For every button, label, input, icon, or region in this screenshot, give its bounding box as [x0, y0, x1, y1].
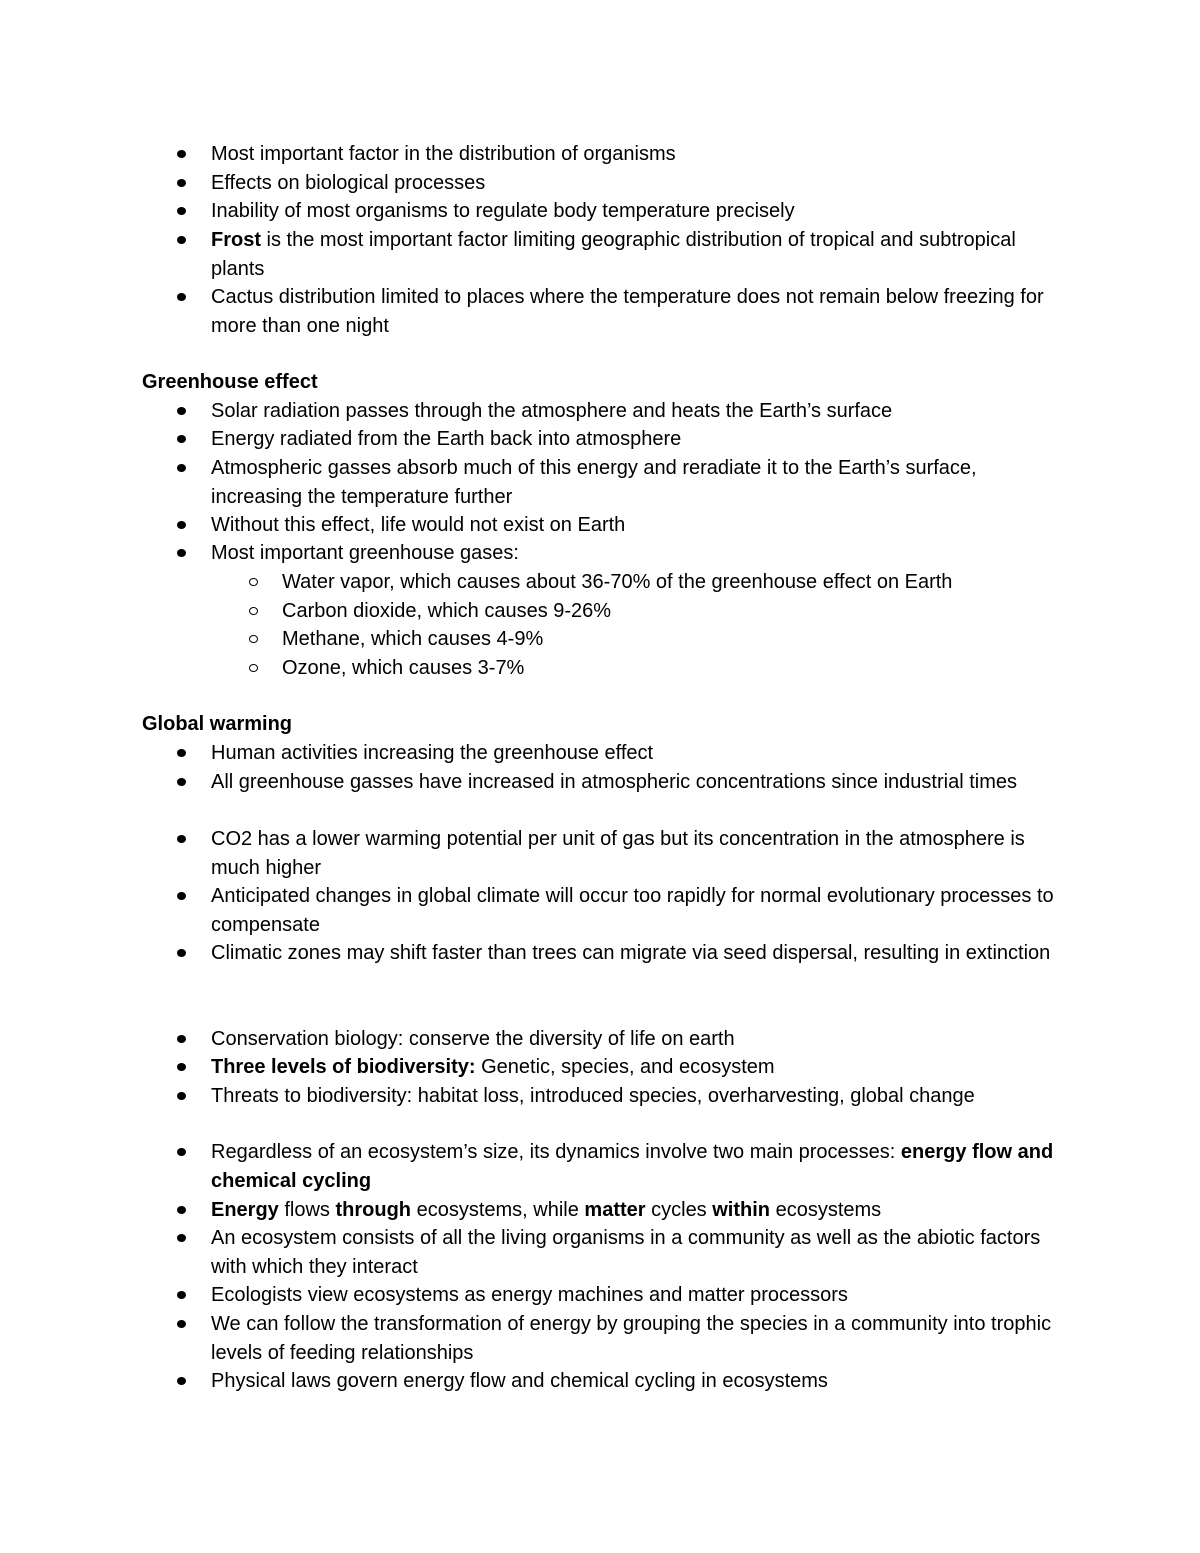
bold-term: energy flow and chemical cycling — [211, 1141, 1054, 1192]
bullet-icon — [177, 521, 186, 529]
list-item-text: We can follow the transformation of energy by grouping the species in a community into trophic levels of feeding relationships — [211, 1313, 1052, 1364]
sub-list-item — [282, 654, 1062, 683]
list-item-text: Most important factor in the distribution of organisms — [211, 143, 676, 165]
list-item-text: Regardless of an ecosystem’s size, its dynamics involve two main processes: — [211, 1141, 901, 1163]
list-item-text: Physical laws govern energy flow and chemical cycling in ecosystems — [211, 1370, 828, 1392]
circle-bullet-icon — [249, 578, 258, 586]
bullet-icon — [177, 1377, 186, 1385]
list-item-text: Human activities increasing the greenhouse effect — [211, 742, 654, 764]
list-item-text: Inability of most organisms to regulate body temperature precisely — [211, 200, 795, 222]
bullet-icon — [177, 1035, 186, 1043]
list-item — [211, 1053, 1061, 1082]
bullet-icon — [177, 749, 186, 757]
list-item-text: Without this effect, life would not exist on Earth — [211, 514, 626, 536]
list-item-text: Anticipated changes in global climate will occur too rapidly for normal evolutionary processes to compensate — [211, 885, 1054, 936]
list-item — [211, 425, 1061, 454]
list-item-text: Water vapor, which causes about 36-70% of the greenhouse effect on Earth — [282, 571, 953, 593]
list-item — [211, 1196, 1061, 1225]
bullet-icon — [177, 778, 186, 786]
bullet-icon — [177, 407, 186, 415]
bullet-icon — [177, 435, 186, 443]
list-item-text: Methane, which causes 4-9% — [282, 628, 544, 650]
list-item — [211, 939, 1061, 968]
bullet-icon — [177, 549, 186, 557]
list-item-text: Ecologists view ecosystems as energy machines and matter processors — [211, 1284, 848, 1306]
bullet-icon — [177, 1206, 186, 1214]
list-item-text: is the most important factor limiting geographic distribution of tropical and subtropical plants — [211, 229, 1016, 280]
bullet-icon — [177, 1234, 186, 1242]
bullet-icon — [177, 207, 186, 215]
list-item-text: Solar radiation passes through the atmosphere and heats the Earth’s surface — [211, 400, 893, 422]
list-item — [211, 1025, 1061, 1054]
list-item — [211, 226, 1061, 283]
bold-term: matter — [584, 1199, 646, 1221]
list-item — [211, 768, 1061, 797]
list-item-text: ecosystems, while — [411, 1199, 585, 1221]
bold-term: Frost — [211, 229, 261, 251]
circle-bullet-icon — [249, 607, 258, 615]
list-item — [211, 1138, 1061, 1195]
list-item — [211, 1281, 1061, 1310]
list-item — [211, 511, 1061, 540]
bullet-icon — [177, 892, 186, 900]
list-item — [211, 1367, 1061, 1396]
bold-term: Energy — [211, 1199, 279, 1221]
list-item — [211, 539, 1061, 568]
sub-list-item — [282, 597, 1062, 626]
bullet-icon — [177, 1320, 186, 1328]
list-item — [211, 454, 1061, 511]
list-item-text: An ecosystem consists of all the living organisms in a community as well as the abiotic factors with which they interact — [211, 1227, 1041, 1278]
bullet-icon — [177, 835, 186, 843]
bold-term: through — [335, 1199, 412, 1221]
list-item — [211, 397, 1061, 426]
list-item-text: Ozone, which causes 3-7% — [282, 657, 525, 679]
list-item-text: Genetic, species, and ecosystem — [475, 1056, 775, 1078]
bullet-icon — [177, 1063, 186, 1071]
circle-bullet-icon — [249, 664, 258, 672]
list-item-text: cycles — [645, 1199, 713, 1221]
sub-list-item — [282, 568, 1062, 597]
list-item-text: Carbon dioxide, which causes 9-26% — [282, 600, 612, 622]
section-heading-global-warming: Global warming — [142, 713, 293, 735]
bold-term: Three levels of biodiversity: — [211, 1056, 476, 1078]
list-item — [211, 1224, 1061, 1281]
list-item-text: Effects on biological processes — [211, 172, 486, 194]
list-item — [211, 1082, 1061, 1111]
list-item-text: Conservation biology: conserve the diversity of life on earth — [211, 1028, 735, 1050]
list-item — [211, 882, 1061, 939]
bullet-icon — [177, 949, 186, 957]
list-item-text: Energy radiated from the Earth back into atmosphere — [211, 428, 682, 450]
bullet-icon — [177, 464, 186, 472]
bold-term: within — [712, 1199, 771, 1221]
list-item-text: Cactus distribution limited to places where the temperature does not remain below freezing for more than one night — [211, 286, 1044, 337]
bullet-icon — [177, 236, 186, 244]
list-item-text: All greenhouse gasses have increased in atmospheric concentrations since industrial times — [211, 771, 1017, 793]
section-heading-greenhouse: Greenhouse effect — [142, 371, 318, 393]
bullet-icon — [177, 293, 186, 301]
list-item-text: Climatic zones may shift faster than trees can migrate via seed dispersal, resulting in extinction — [211, 942, 1051, 964]
bullet-icon — [177, 1291, 186, 1299]
bullet-icon — [177, 1148, 186, 1156]
list-item — [211, 197, 1061, 226]
list-item — [211, 283, 1061, 340]
list-item — [211, 825, 1061, 882]
bullet-icon — [177, 150, 186, 158]
list-item-text: ecosystems — [770, 1199, 882, 1221]
list-item-text: Threats to biodiversity: habitat loss, introduced species, overharvesting, global change — [211, 1085, 975, 1107]
list-item-text: Most important greenhouse gases: — [211, 542, 519, 564]
list-item — [211, 739, 1061, 768]
bullet-icon — [177, 1092, 186, 1100]
list-item-text: Atmospheric gasses absorb much of this energy and reradiate it to the Earth’s surface, increasing the temperature further — [211, 457, 977, 508]
list-item-text: CO2 has a lower warming potential per unit of gas but its concentration in the atmosphere is much higher — [211, 828, 1025, 879]
list-item-text: flows — [278, 1199, 336, 1221]
circle-bullet-icon — [249, 635, 258, 643]
list-item — [211, 169, 1061, 198]
list-item — [211, 1310, 1061, 1367]
bullet-icon — [177, 179, 186, 187]
sub-list-item — [282, 625, 1062, 654]
list-item — [211, 140, 1061, 169]
